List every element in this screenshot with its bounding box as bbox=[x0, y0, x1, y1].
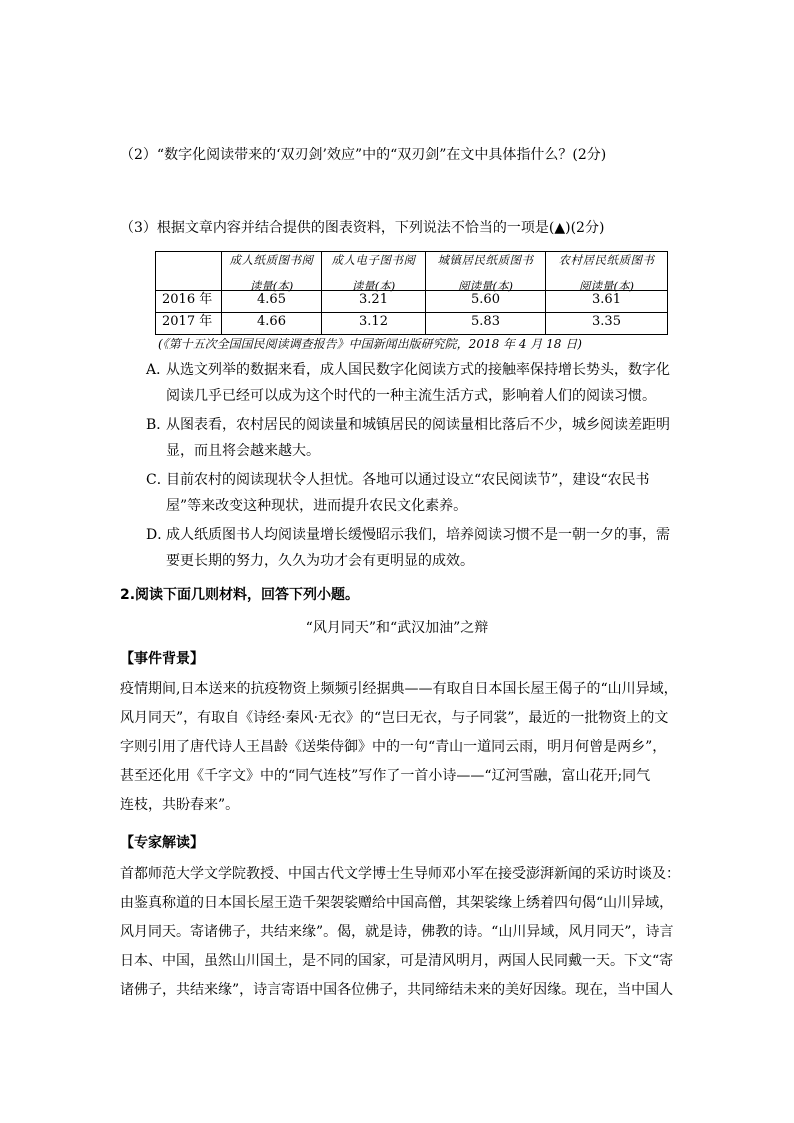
paragraph-line: 诸佛子，共结来缘”，诗言寄语中国各位佛子，共同缔结未来的美好因缘。现在，当中国人 bbox=[120, 982, 674, 998]
paragraph-line: 风月同天”，有取自《诗经·秦风·无衣》的“岂曰无衣，与子同裳”，最近的一批物资上的文 bbox=[120, 710, 669, 726]
table-cell: 5.83 bbox=[426, 313, 546, 335]
option-letter: A． bbox=[146, 362, 171, 378]
paragraph-line: 甚至还化用《千字文》中的“同气连枝”写作了一首小诗——“辽河雪融，富山花开;同气 bbox=[120, 768, 651, 784]
paragraph-line: 日本、中国，虽然山川国土，是不同的国家，可是清风明月，两国人民同戴一天。下文“寄 bbox=[120, 953, 674, 969]
option-a bbox=[146, 357, 670, 409]
option-letter: B． bbox=[146, 417, 171, 433]
question-heading: 2.阅读下面几则材料，回答下列小题。 bbox=[120, 587, 360, 603]
table-row bbox=[156, 313, 668, 335]
option-line: 要更长期的努力，久久为功才会有更明显的成效。 bbox=[166, 553, 474, 569]
section-heading-expert: 【专家解读】 bbox=[120, 835, 204, 851]
table-row bbox=[156, 291, 668, 313]
table-header-cell: 农村居民纸质图书 阅读量(本) bbox=[546, 252, 668, 291]
table-cell: 4.66 bbox=[222, 313, 322, 335]
option-line: 成人纸质图书人均阅读量增长缓慢昭示我们，培养阅读习惯不是一朝一夕的事，需 bbox=[166, 527, 670, 543]
question-3-text: （3）根据文章内容并结合提供的图表资料，下列说法不恰当的一项是(▲)(2分) bbox=[120, 220, 605, 236]
table-header-cell: 成人电子图书阅 读量(本) bbox=[322, 252, 426, 291]
article-title: “风月同天”和“武汉加油”之辩 bbox=[305, 620, 489, 636]
table-cell: 3.35 bbox=[546, 313, 668, 335]
option-line: 目前农村的阅读现状令人担忧。各地可以通过设立“农民阅读节”，建设“农民书 bbox=[166, 472, 650, 488]
option-line: 阅读几乎已经可以成为这个时代的一种主流生活方式，影响着人们的阅读习惯。 bbox=[166, 388, 656, 404]
table-source-note: (《第十五次全国国民阅读调查报告》中国新闻出版研究院，2018 年 4 月 18 日) bbox=[158, 337, 582, 351]
paragraph-line: 由鉴真称道的日本国长屋王造千架袈裟赠给中国高僧，其架裟缘上绣着四句偈“山川异域， bbox=[120, 895, 674, 911]
table-header-cell: 城镇居民纸质图书 阅读量(本) bbox=[426, 252, 546, 291]
table-corner-cell bbox=[156, 252, 222, 291]
table-year-cell: 2017 年 bbox=[156, 313, 222, 335]
reading-data-table bbox=[155, 251, 668, 335]
section-heading-background: 【事件背景】 bbox=[120, 651, 204, 667]
paragraph-line: 字则引用了唐代诗人王昌龄《送柴侍御》中的一句“青山一道同云雨，明月何曾是两乡”， bbox=[120, 739, 667, 755]
expert-paragraph bbox=[120, 860, 682, 1005]
table-cell: 3.12 bbox=[322, 313, 426, 335]
table-cell: 5.60 bbox=[426, 291, 546, 313]
option-b bbox=[146, 412, 670, 464]
paragraph-line: 风月同天。寄诸佛子，共结来缘”。偈，就是诗，佛教的诗。“山川异域，风月同天”，诗言 bbox=[120, 924, 674, 940]
table-cell: 4.65 bbox=[222, 291, 322, 313]
option-line: 显，而且将会越来越大。 bbox=[166, 443, 320, 459]
option-letter: C． bbox=[146, 472, 171, 488]
option-letter: D． bbox=[146, 527, 172, 543]
table-cell: 3.61 bbox=[546, 291, 668, 313]
option-c bbox=[146, 467, 649, 519]
table-year-cell: 2016 年 bbox=[156, 291, 222, 313]
option-line: 从图表看，农村居民的阅读量和城镇居民的阅读量相比落后不少，城乡阅读差距明 bbox=[166, 417, 670, 433]
table-header-row bbox=[156, 252, 668, 291]
option-line: 从选文列举的数据来看，成人国民数字化阅读方式的接触率保持增长势头，数字化 bbox=[166, 362, 670, 378]
question-2-text: （2）“数字化阅读带来的‘双刃剑’效应”中的“双刃剑”在文中具体指什么？(2分) bbox=[120, 147, 607, 163]
table-cell: 3.21 bbox=[322, 291, 426, 313]
background-paragraph bbox=[120, 675, 682, 820]
paragraph-line: 首都师范大学文学院教授、中国古代文学博士生导师邓小军在接受澎湃新闻的采访时谈及： bbox=[120, 866, 680, 882]
paragraph-line: 疫情期间,日本送来的抗疫物资上频频引经据典——有取自日本国长屋王偈子的“山川异域， bbox=[120, 681, 678, 697]
option-d bbox=[146, 522, 670, 574]
option-line: 屋”等来改变这种现状，进而提升农民文化素养。 bbox=[166, 498, 468, 514]
paragraph-line: 连枝，共盼春来”。 bbox=[120, 797, 240, 813]
table-header-cell: 成人纸质图书阅 读量(本) bbox=[222, 252, 322, 291]
